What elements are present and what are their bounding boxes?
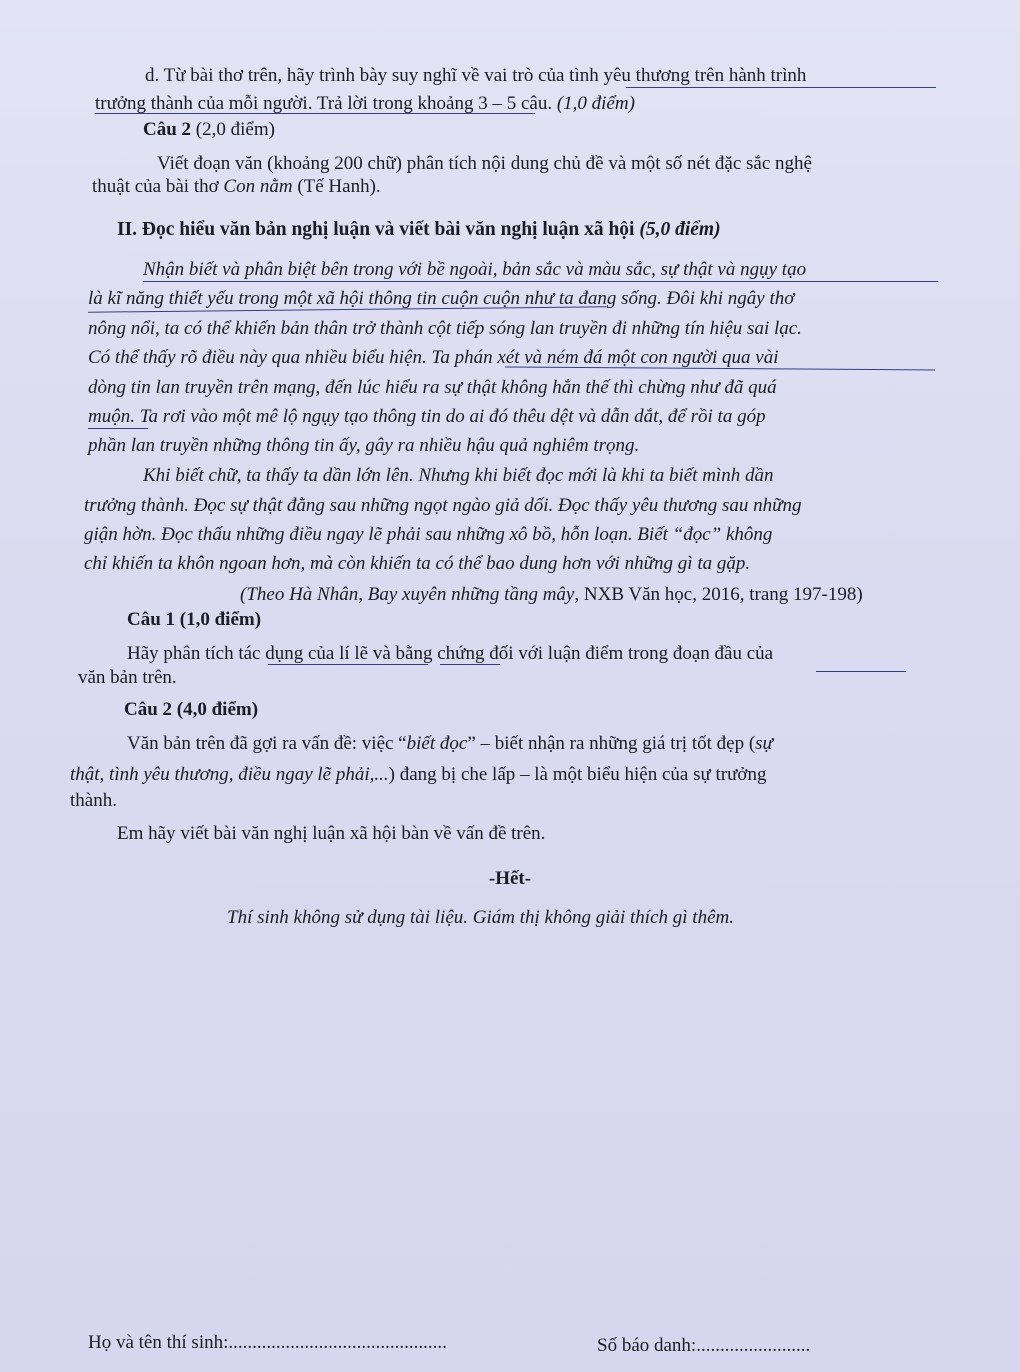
passage-line: muộn. Ta rơi vào một mê lộ ngụy tạo thông tin do ai đó thêu dệt và dẫn dắt, để rồi ta góp xyxy=(88,406,766,427)
candidate-name-field xyxy=(88,1327,447,1358)
end-marker: -Hết- xyxy=(488,868,532,889)
passage-line: chỉ khiến ta khôn ngoan hơn, mà còn khiến ta có thể bao dung hơn với những gì ta gặp. xyxy=(84,553,751,574)
question-2-line2 xyxy=(70,759,766,790)
candidate-name-label: Họ và tên thí sinh: xyxy=(88,1332,229,1353)
question-1-title: Câu 1 (1,0 điểm) xyxy=(127,609,262,630)
passage-line: Có thể thấy rõ điều này qua nhiều biểu hiện. Ta phán xét và ném đá một con người qua vài xyxy=(88,347,779,368)
cau2-line2 xyxy=(92,171,381,202)
q2-italic: thật, tình yêu thương, điều ngay lẽ phải,... xyxy=(70,764,389,785)
passage-line: nông nổi, ta có thể khiến bản thân trở thành cột tiếp sóng lan truyền đi những tín hiệu sai lạc. xyxy=(88,318,802,339)
question-d-line1: d. Từ bài thơ trên, hãy trình bày suy nghĩ về vai trò của tình yêu thương trên hành trình xyxy=(145,65,807,86)
passage-line: Khi biết chữ, ta thấy ta dần lớn lên. Nhưng khi biết đọc mới là khi ta biết mình dần xyxy=(143,465,774,486)
cau2-text-end: (Tế Hanh). xyxy=(292,176,381,197)
source-prefix: (Theo Hà Nhân, xyxy=(240,584,368,605)
pen-underline xyxy=(268,664,428,665)
passage-line: Nhận biết và phân biệt bên trong với bề ngoài, bản sắc và màu sắc, sự thật và ngụy tạo xyxy=(143,259,807,280)
source-citation xyxy=(240,579,863,610)
passage-line: giận hờn. Đọc thấu những điều ngay lẽ phải sau những xô bồ, hỗn loạn. Biết “đọc” không xyxy=(84,524,773,545)
q2-text: ) đang bị che lấp – là một biểu hiện của sự trưởng xyxy=(388,764,767,785)
question-1-line2: văn bản trên. xyxy=(78,667,177,688)
passage-line: là kĩ năng thiết yếu trong một xã hội thông tin cuộn cuộn như ta đang sống. Đôi khi ngây thơ xyxy=(88,288,795,309)
q2-italic: sự xyxy=(755,733,773,754)
question-1-line1: Hãy phân tích tác dụng của lí lẽ và bằng chứng đối với luận điểm trong đoạn đầu của xyxy=(127,643,774,664)
section-2-title: II. Đọc hiểu văn bản nghị luận và viết bài văn nghị luận xã hội xyxy=(117,219,635,240)
candidate-name-dots: .............................................. xyxy=(228,1332,447,1353)
section-2-heading xyxy=(117,214,721,245)
question-2-line3: thành. xyxy=(70,790,117,811)
cau2-score: (2,0 điểm) xyxy=(195,119,275,140)
cau2-text: thuật của bài thơ xyxy=(92,176,224,197)
pen-underline xyxy=(440,664,500,665)
candidate-number-label: Số báo danh: xyxy=(597,1335,697,1356)
passage-line: dòng tin lan truyền trên mạng, đến lúc hiểu ra sự thật không hẳn thế thì chừng như đã quá xyxy=(88,377,777,398)
candidate-number-field xyxy=(597,1330,810,1361)
q2-italic: biết đọc xyxy=(406,733,468,754)
pen-underline xyxy=(143,281,938,282)
source-suffix: , NXB Văn học, 2016, trang 197-198) xyxy=(574,584,863,605)
pen-underline xyxy=(626,87,936,88)
cau2-heading xyxy=(143,114,275,145)
q2-text: Văn bản trên đã gợi ra vấn đề: việc “ xyxy=(127,733,407,754)
cau2-title: Câu 2 xyxy=(143,119,192,140)
question-2-line1 xyxy=(127,728,773,759)
question-2-title: Câu 2 (4,0 điểm) xyxy=(124,699,259,720)
question-d-score: (1,0 điểm) xyxy=(556,93,635,114)
passage-line: trưởng thành. Đọc sự thật đằng sau những ngọt ngào giả dối. Đọc thấy yêu thương sau những xyxy=(84,495,802,516)
pen-underline xyxy=(816,671,906,672)
candidate-number-dots: ........................ xyxy=(696,1335,811,1356)
question-2-line4: Em hãy viết bài văn nghị luận xã hội bàn về vấn đề trên. xyxy=(117,823,546,844)
passage-line: phần lan truyền những thông tin ấy, gây ra nhiều hậu quả nghiêm trọng. xyxy=(88,435,640,456)
pen-underline xyxy=(88,428,148,429)
exam-note: Thí sinh không sử dụng tài liệu. Giám thị không giải thích gì thêm. xyxy=(227,907,734,928)
cau2-line1: Viết đoạn văn (khoảng 200 chữ) phân tích nội dung chủ đề và một số nét đặc sắc nghệ xyxy=(157,153,812,174)
section-2-score: (5,0 điểm) xyxy=(639,219,721,240)
question-d-text: trưởng thành của mỗi người. Trả lời trong khoảng 3 – 5 câu. xyxy=(95,93,557,114)
poem-title: Con nằm xyxy=(223,176,293,197)
source-book-title: Bay xuyên những tầng mây xyxy=(367,584,575,605)
q2-text: ” – biết nhận ra những giá trị tốt đẹp ( xyxy=(467,733,756,754)
